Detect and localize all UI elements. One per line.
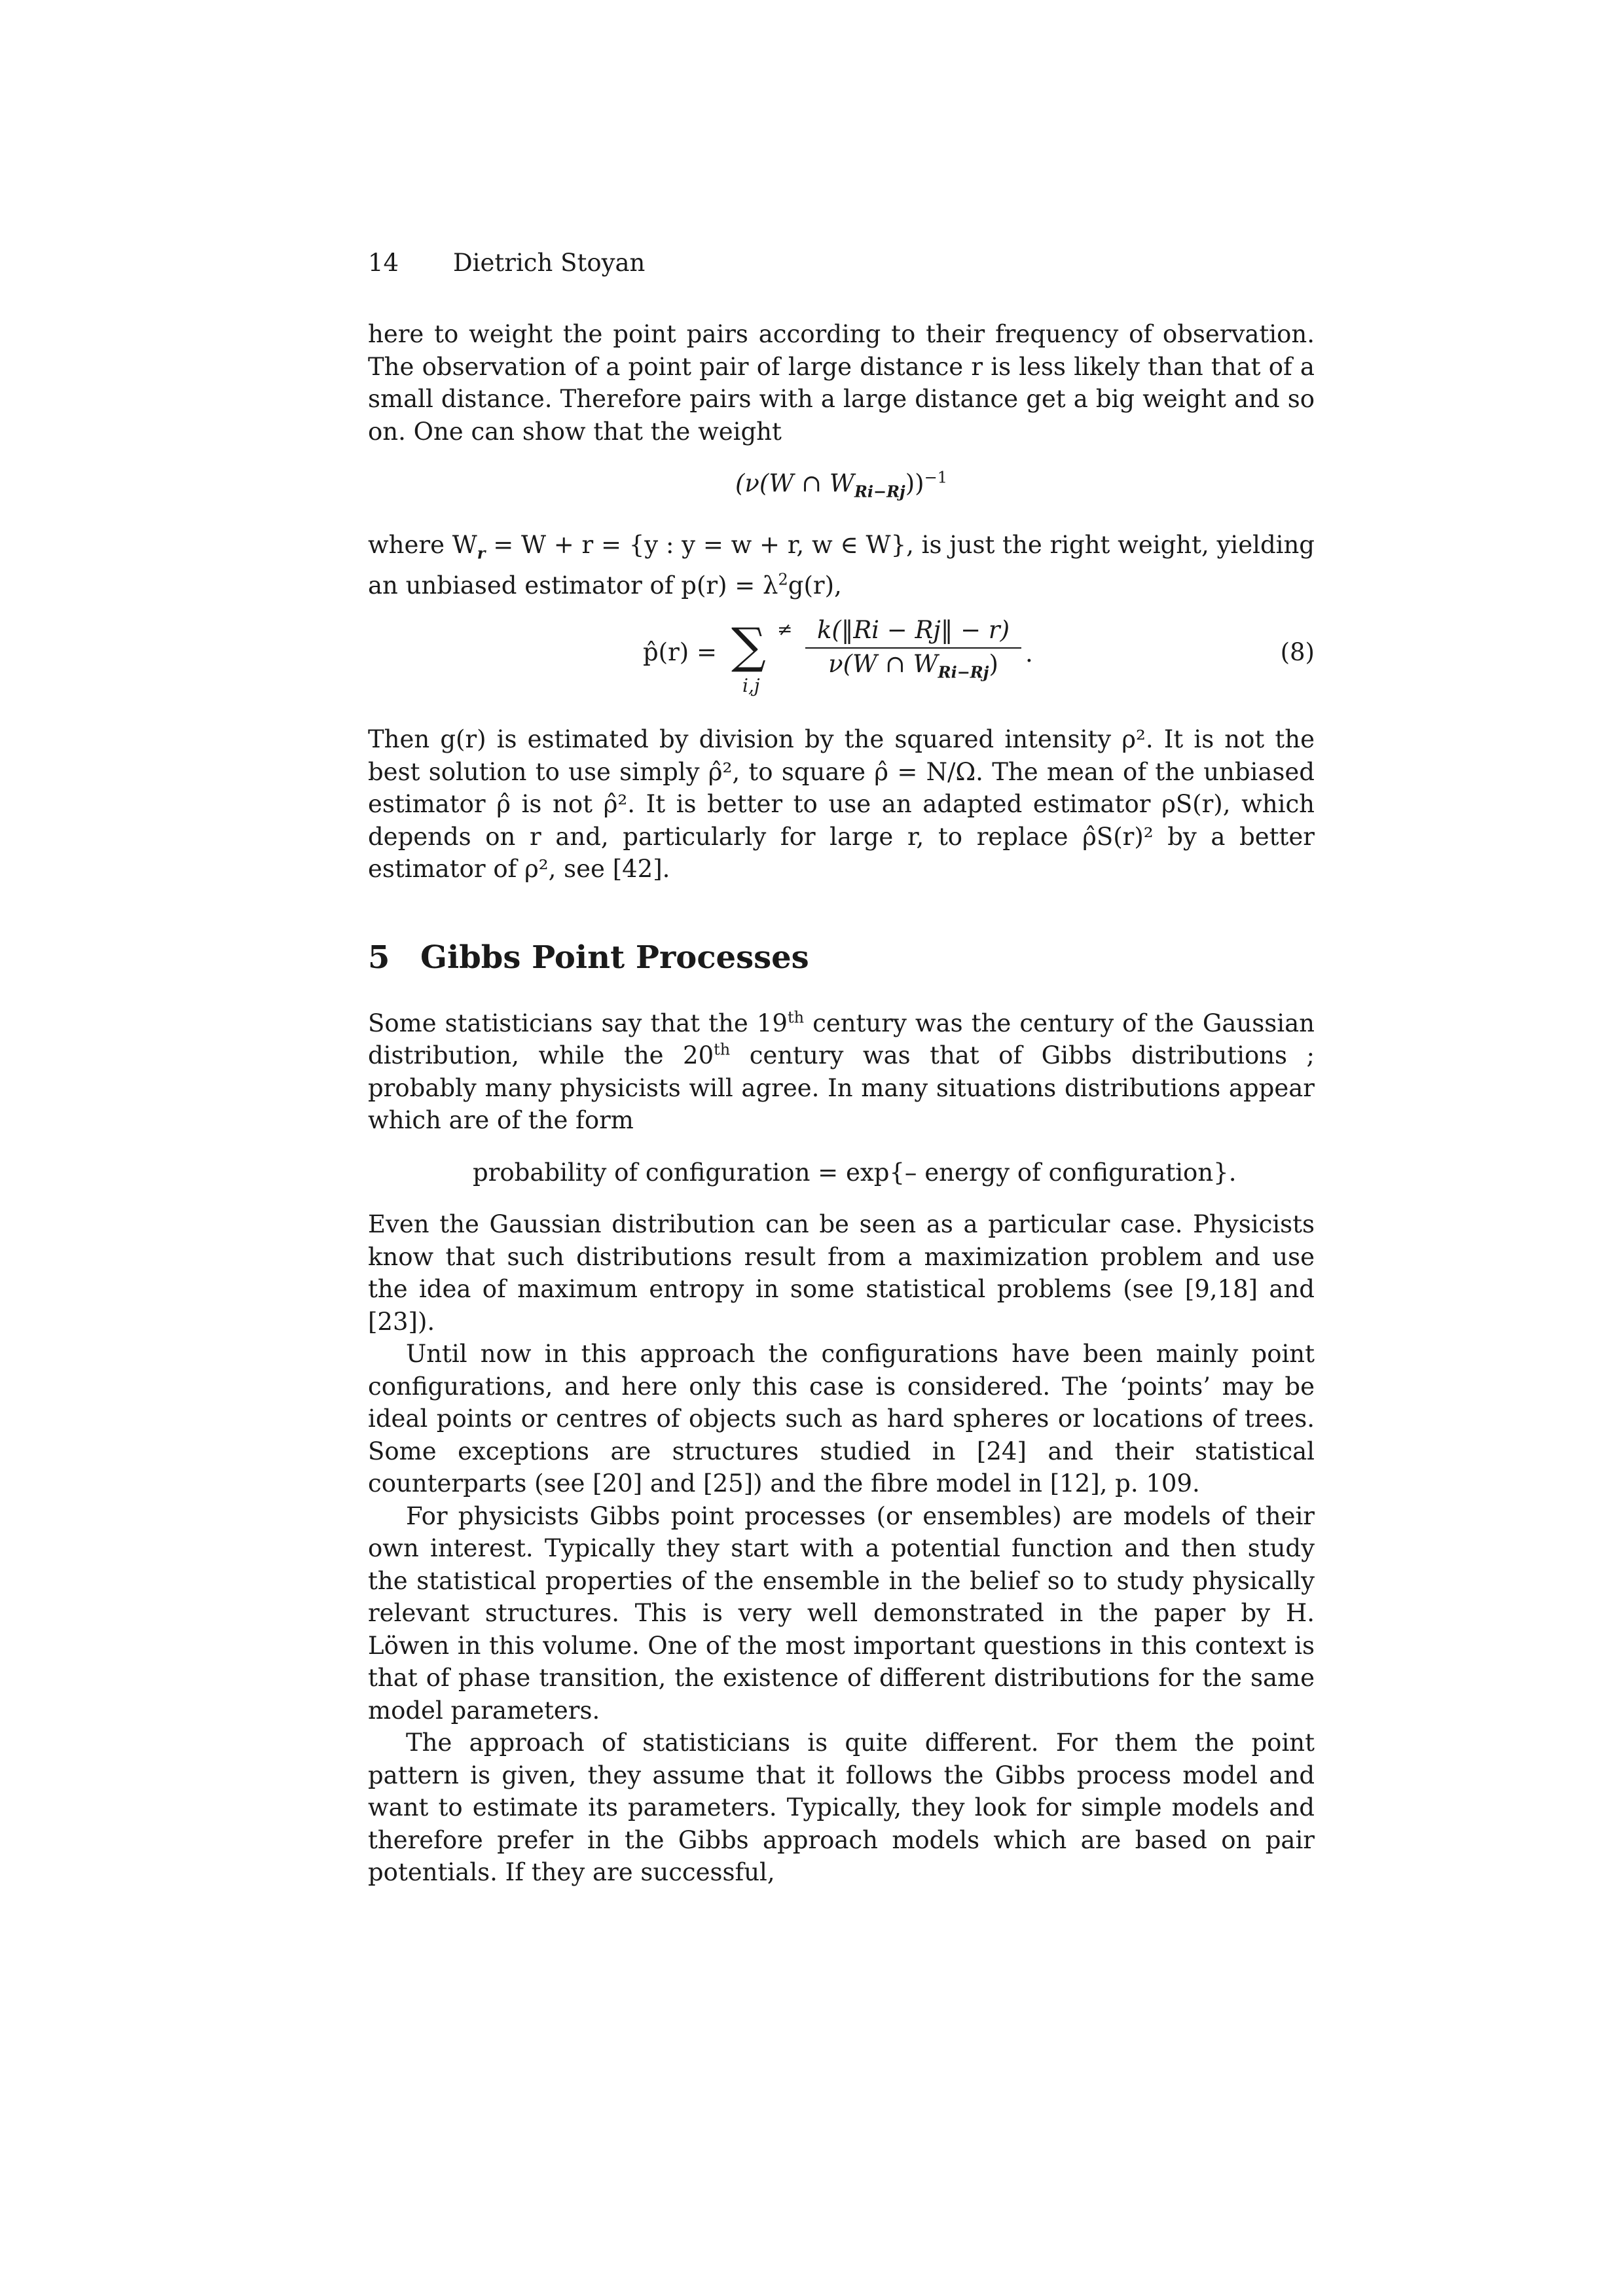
paragraph-estimation: Then g(r) is estimated by division by the squared intensity ρ². It is not the best solution to use simply ρ̂², to square ρ̂ = N/Ω. The mean of the unbiased estimator ρ̂ is not ρ̂². It is better to use an adapted estimator ρS(r), which depends on r and, particularly for large r, to replace ρ̂S(r)² by a better estimator of ρ², see [42]. <box>368 725 1315 884</box>
where-subscript: r <box>477 543 486 563</box>
author-name: Dietrich Stoyan <box>453 249 646 277</box>
intro-part-b: century was the century of the Gaussian distribution, while the 20 <box>368 1009 1315 1070</box>
weight-subscript: Ri−Rj <box>854 482 905 501</box>
weight-exponent: −1 <box>924 468 948 487</box>
weight-expression: (ν(W ∩ W <box>735 469 854 497</box>
page-number: 14 <box>368 249 399 277</box>
eq8-denominator-main: ν(W ∩ W <box>828 650 938 679</box>
eq8-fraction <box>805 615 1021 688</box>
page-content <box>368 249 1315 1889</box>
eq8-lhs: p̂(r) = <box>643 638 718 667</box>
superscript-th-1: th <box>787 1008 805 1027</box>
paragraph-statisticians: The approach of statisticians is quite different. For them the point pattern is given, they assume that it follows the Gibbs process model and want to estimate its parameters. Typically, they look for simple models and therefore prefer in the Gibbs approach models which are based on pair potentials. If they are successful, <box>368 1729 1315 1887</box>
running-head <box>368 249 1315 278</box>
paragraph-gibbs-intro <box>368 1007 1315 1137</box>
eq8-period: . <box>1025 639 1033 668</box>
where-rest: = W + r = {y : y = w + r, w ∈ W}, is just the right weight, yielding an unbiased estimator of p(r) = λ <box>368 530 1315 600</box>
not-equal-symbol: ≠ <box>777 619 793 641</box>
paragraph-physicists: For physicists Gibbs point processes (or ensembles) are models of their own interest. Typically they start with a potential function and then study the statistical properties of the ensemble in the belief so to study physically relevant structures. This is very well demonstrated in the paper by H. Löwen in this volume. One of the most important questions in this context is that of phase transition, the existence of different distributions for the same model parameters. <box>368 1501 1315 1725</box>
eq8-numerator: k(‖Ri − Rj‖ − r) <box>805 615 1021 649</box>
paragraph-configurations: Until now in this approach the configurations have been mainly point configurations, and here only this case is considered. The ‘points’ may be ideal points or centres of objects such as hard spheres or locations of trees. Some exceptions are structures studied in [24] and their statistical counterparts (see [20] and [25]) and the fibre model in [12], p. 109. <box>368 1340 1315 1498</box>
equation-weight <box>368 467 1315 508</box>
superscript-th-2: th <box>714 1040 731 1059</box>
eq8-denominator <box>805 649 1021 688</box>
intro-part-c: century was that of Gibbs distributions ; probably many physicists will agree. In many situations distributions appear which are of the form <box>368 1041 1315 1135</box>
paragraph-weighting: here to weight the point pairs according to their frequency of observation. The observation of a point pair of large distance r is less likely than that of a small distance. Therefore pairs with a large distance get a big weight and so on. One can show that the weight <box>368 320 1315 446</box>
paragraph-unbiased-estimator <box>368 529 1315 601</box>
section-heading <box>368 938 1315 977</box>
eq8-denominator-tail: ) <box>989 650 998 679</box>
equation-number: (8) <box>1280 638 1315 667</box>
lambda-exponent: 2 <box>778 570 788 589</box>
sum-index: i,j <box>742 675 760 697</box>
paragraph-gaussian: Even the Gaussian distribution can be seen as a particular case. Physicists know that such distributions result from a maximization problem and use the idea of maximum entropy in some statistical problems (see [9,18] and [23]). <box>368 1210 1315 1336</box>
where-end: g(r), <box>788 571 842 600</box>
weight-tail: )) <box>905 469 924 497</box>
section-number: 5 <box>368 939 390 976</box>
where-text: where W <box>368 530 477 559</box>
section-title: Gibbs Point Processes <box>420 939 809 976</box>
eq8-denominator-subscript: Ri−Rj <box>938 662 989 682</box>
equation-8 <box>368 615 1315 697</box>
equation-probability: probability of configuration = exp{– energy of configuration}. <box>473 1158 1237 1187</box>
intro-part-a: Some statisticians say that the 19 <box>368 1009 788 1037</box>
sum-symbol: ∑ <box>731 618 766 675</box>
